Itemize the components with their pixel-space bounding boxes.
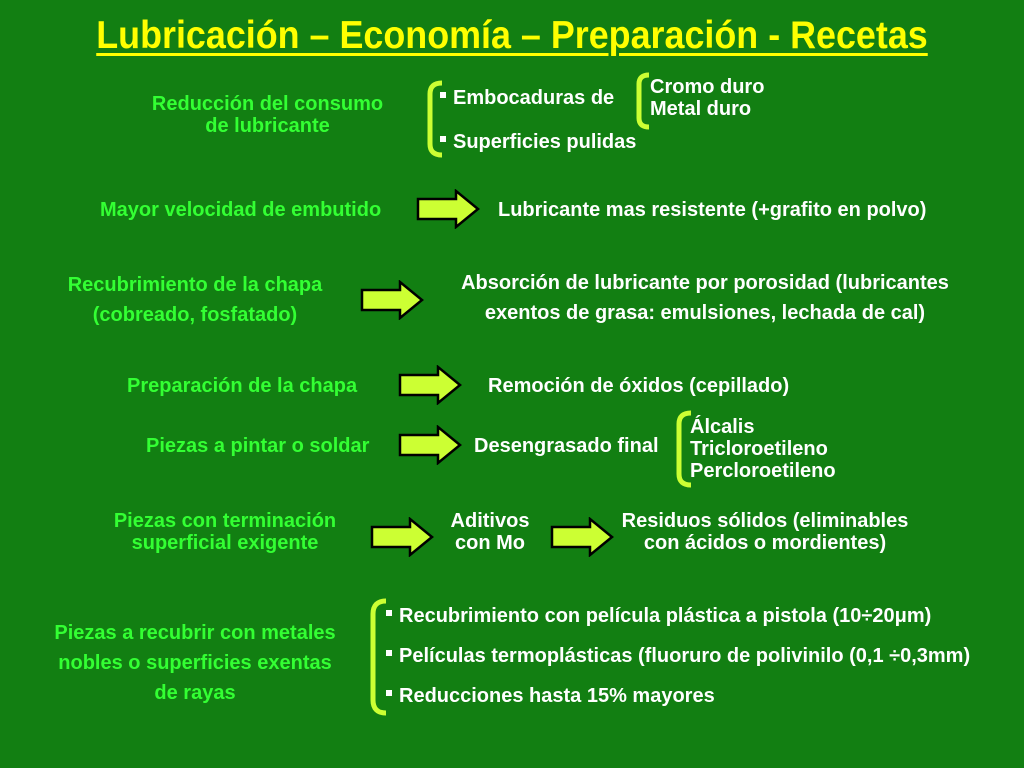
sub-item: Cromo duro	[650, 76, 765, 98]
label-line: Piezas a recubrir con metales	[54, 622, 336, 644]
sub-item: Metal duro	[650, 98, 752, 120]
arrow-right-icon	[370, 517, 434, 557]
bullet-embocaduras	[440, 87, 614, 110]
label-line: superficial exigente	[131, 532, 319, 554]
bullet-text: Embocaduras de	[453, 87, 615, 109]
label-line: Piezas con terminación	[113, 510, 337, 532]
bullet-icon	[386, 610, 392, 616]
bullet-icon	[440, 136, 446, 142]
arrow-right-icon	[360, 280, 424, 320]
result-line: Absorción de lubricante por porosidad (lubricantes	[461, 272, 949, 294]
result-line: exentos de grasa: emulsiones, lechada de cal)	[484, 302, 926, 324]
result-residuos	[605, 510, 925, 554]
bullet-reducciones	[386, 685, 715, 708]
arrow-right-icon	[416, 189, 480, 229]
solvent-item: Álcalis	[690, 416, 755, 438]
result-line: con ácidos o mordientes)	[643, 532, 887, 554]
bullet-recubrimiento-pistola	[386, 605, 931, 628]
label-mayor-velocidad: Mayor velocidad de embutido	[100, 199, 382, 221]
page-title: Lubricación – Economía – Preparación - Recetas	[96, 14, 928, 57]
label-terminacion-exigente	[95, 510, 355, 554]
label-line: de lubricante	[205, 115, 330, 137]
label-preparacion-chapa: Preparación de la chapa	[127, 375, 358, 397]
bullet-text: Reducciones hasta 15% mayores	[399, 685, 715, 707]
solvent-list	[690, 416, 836, 482]
sub-list-embocaduras	[650, 76, 764, 120]
bullet-peliculas-termoplasticas	[386, 645, 970, 668]
bullet-superficies	[440, 131, 636, 154]
result-lubricante-resistente: Lubricante mas resistente (+grafito en polvo)	[498, 199, 927, 221]
bullet-icon	[386, 690, 392, 696]
label-line: de rayas	[154, 682, 236, 704]
arrow-right-icon	[398, 425, 462, 465]
label-line: nobles o superficies exentas	[58, 652, 332, 674]
bullet-text: Películas termoplásticas (fluoruro de polivinilo (0,1 ÷0,3mm)	[399, 645, 971, 667]
label-piezas-pintar: Piezas a pintar o soldar	[146, 435, 370, 457]
label-metales-nobles	[40, 618, 350, 708]
result-line: Residuos sólidos (eliminables	[621, 510, 909, 532]
label-line: Reducción del consumo	[151, 93, 384, 115]
result-desengrasado: Desengrasado final	[474, 435, 659, 457]
label-line: Recubrimiento de la chapa	[67, 274, 323, 296]
mid-line: Aditivos	[450, 510, 530, 532]
arrow-right-icon	[398, 365, 462, 405]
aditivos-mo	[440, 510, 540, 554]
result-absorcion	[440, 268, 970, 328]
label-line: (cobreado, fosfatado)	[92, 304, 298, 326]
bullet-text: Recubrimiento con película plástica a pistola (10÷20μm)	[399, 605, 932, 627]
mid-line: con Mo	[455, 532, 525, 554]
bullet-icon	[386, 650, 392, 656]
solvent-item: Tricloroetileno	[690, 438, 828, 460]
result-remocion-oxidos: Remoción de óxidos (cepillado)	[488, 375, 790, 397]
label-recubrimiento-chapa	[45, 270, 345, 330]
bullet-icon	[440, 92, 446, 98]
label-reduccion-consumo	[130, 93, 405, 137]
solvent-item: Percloroetileno	[690, 460, 836, 482]
bullet-text: Superficies pulidas	[453, 131, 637, 153]
